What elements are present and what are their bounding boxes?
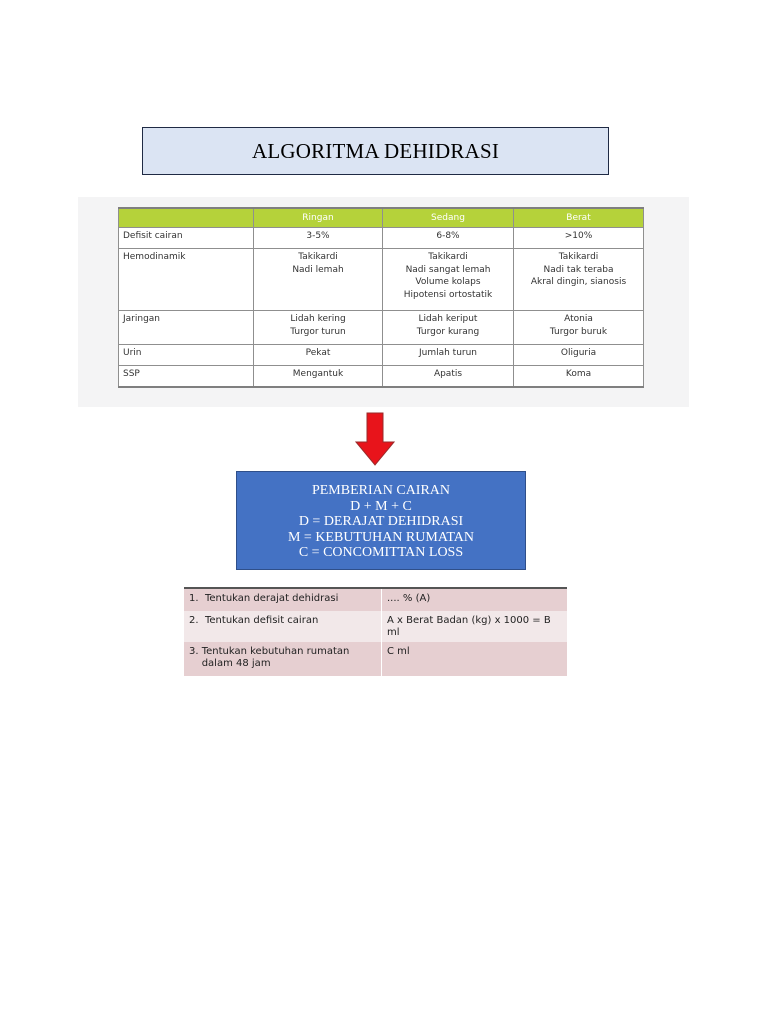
formula-line: PEMBERIAN CAIRAN [311,483,451,498]
row-label: SSP [119,366,254,387]
cell-sedang: Jumlah turun [383,345,514,366]
table-row [119,249,644,311]
step-cell [184,588,382,611]
table-row [184,611,567,642]
cell-ringan: Mengantuk [254,366,383,387]
cell-sedang: Lidah keriput Turgor kurang [383,311,514,345]
formula-line: C = CONCOMITTAN LOSS [298,545,464,560]
down-arrow-icon [355,412,395,466]
table-row [184,588,567,611]
cell-sedang: 6-8% [383,228,514,249]
step-cell [184,642,382,676]
cell-ringan: 3-5% [254,228,383,249]
table-header-berat: Berat [514,208,644,228]
cell-berat: Takikardi Nadi tak teraba Akral dingin, sianosis [514,249,644,311]
cell-berat: Oliguria [514,345,644,366]
step-value: .... % (A) [382,588,568,611]
table-row [119,228,644,249]
formula-line: D = DERAJAT DEHIDRASI [298,514,464,529]
row-label: Jaringan [119,311,254,345]
step-value: A x Berat Badan (kg) x 1000 = B ml [387,615,551,638]
table-header-blank [119,208,254,228]
formula-line: M = KEBUTUHAN RUMATAN [287,529,475,545]
cell-berat: >10% [514,228,644,249]
row-label: Urin [119,345,254,366]
row-label: Hemodinamik [119,249,254,311]
steps-table [184,587,567,676]
step-number: 3. [189,646,199,657]
row-label: Defisit cairan [119,228,254,249]
step-text: Tentukan kebutuhan rumatan dalam 48 jam [201,646,350,669]
dehydration-table-image [78,197,689,407]
page-title: ALGORITMA DEHIDRASI [142,127,609,175]
step-value: C ml [387,646,410,657]
step-text: Tentukan derajat dehidrasi [205,593,339,604]
cell-berat: Atonia Turgor buruk [514,311,644,345]
table-header-ringan: Ringan [254,208,383,228]
cell-sedang: Apatis [383,366,514,387]
cell-ringan: Lidah kering Turgor turun [254,311,383,345]
table-header-sedang: Sedang [383,208,514,228]
step-number: 2. [189,615,199,626]
step-text: Tentukan defisit cairan [205,615,319,626]
step-cell [184,611,382,642]
dehydration-table [118,207,644,388]
cell-berat: Koma [514,366,644,387]
cell-ringan: Takikardi Nadi lemah [254,249,383,311]
table-row [119,311,644,345]
table-row [119,366,644,387]
cell-ringan: Pekat [254,345,383,366]
cell-sedang: Takikardi Nadi sangat lemah Volume kolaps Hipotensi ortostatik [383,249,514,311]
table-row [184,642,567,676]
formula-line: D + M + C [350,498,412,514]
table-row [119,345,644,366]
step-number: 1. [189,593,199,604]
formula-box [236,471,526,570]
